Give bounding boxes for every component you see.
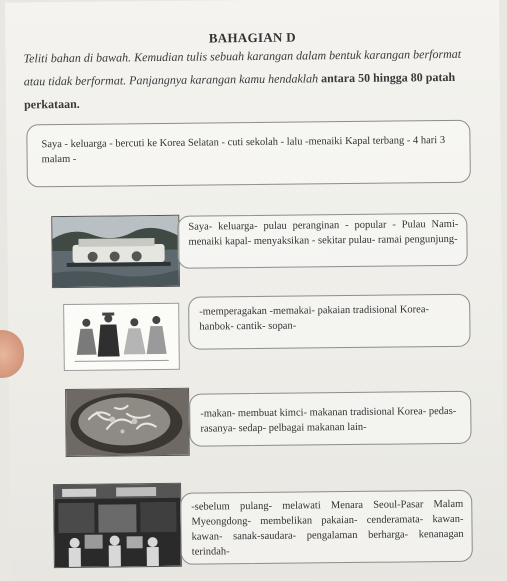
instructions-line-3: perkataan. — [23, 96, 80, 112]
kimchi-dish-photo — [65, 388, 190, 457]
instructions-line-2: atau tidak berformat. Panjangnya karangan kamu hendaklah — [23, 71, 319, 89]
prompt-box-nami-island: Saya- keluarga- pulau peranginan - popular - Pulau Nami- menaiki kapal- menyaksikan - sekitar pulau- ramai pengunjung- — [177, 213, 468, 269]
prompt-box-seoul-tower: -sebelum pulang- melawati Menara Seoul-Pasar Malam Myeongdong- membelikan pakaian- cenderamata- kawan- kawan- sanak-saudara- pengalaman berharga- kenanagan terindah- — [180, 490, 473, 565]
nami-island-boat-photo — [51, 215, 180, 288]
prompt-box-hanbok: -memperagakan -memakai- pakaian tradisional Korea- hanbok- cantik- sopan- — [188, 294, 471, 350]
instructions — [23, 43, 464, 117]
instructions-line-1: Teliti bahan di bawah. Kemudian tulis sebuah karangan dalam bentuk karangan berformat — [23, 46, 462, 66]
prompt-box-kimchi: -makan- membuat kimci- makanan tradisional Korea- pedas- rasanya- sedap- pelbagai makanan lain- — [189, 391, 472, 447]
myeongdong-market-photo — [53, 483, 182, 568]
section-heading: BAHAGIAN D — [208, 29, 297, 46]
worksheet-page — [5, 0, 505, 581]
prompt-box-main: Saya - keluarga - bercuti ke Korea Selatan - cuti sekolah - lalu -menaiki Kapal terbang - 4 hari 3 malam - — [26, 120, 471, 188]
hanbok-figures-photo — [63, 303, 180, 371]
instructions-word-limit: antara 50 hingga 80 patah — [318, 69, 456, 86]
